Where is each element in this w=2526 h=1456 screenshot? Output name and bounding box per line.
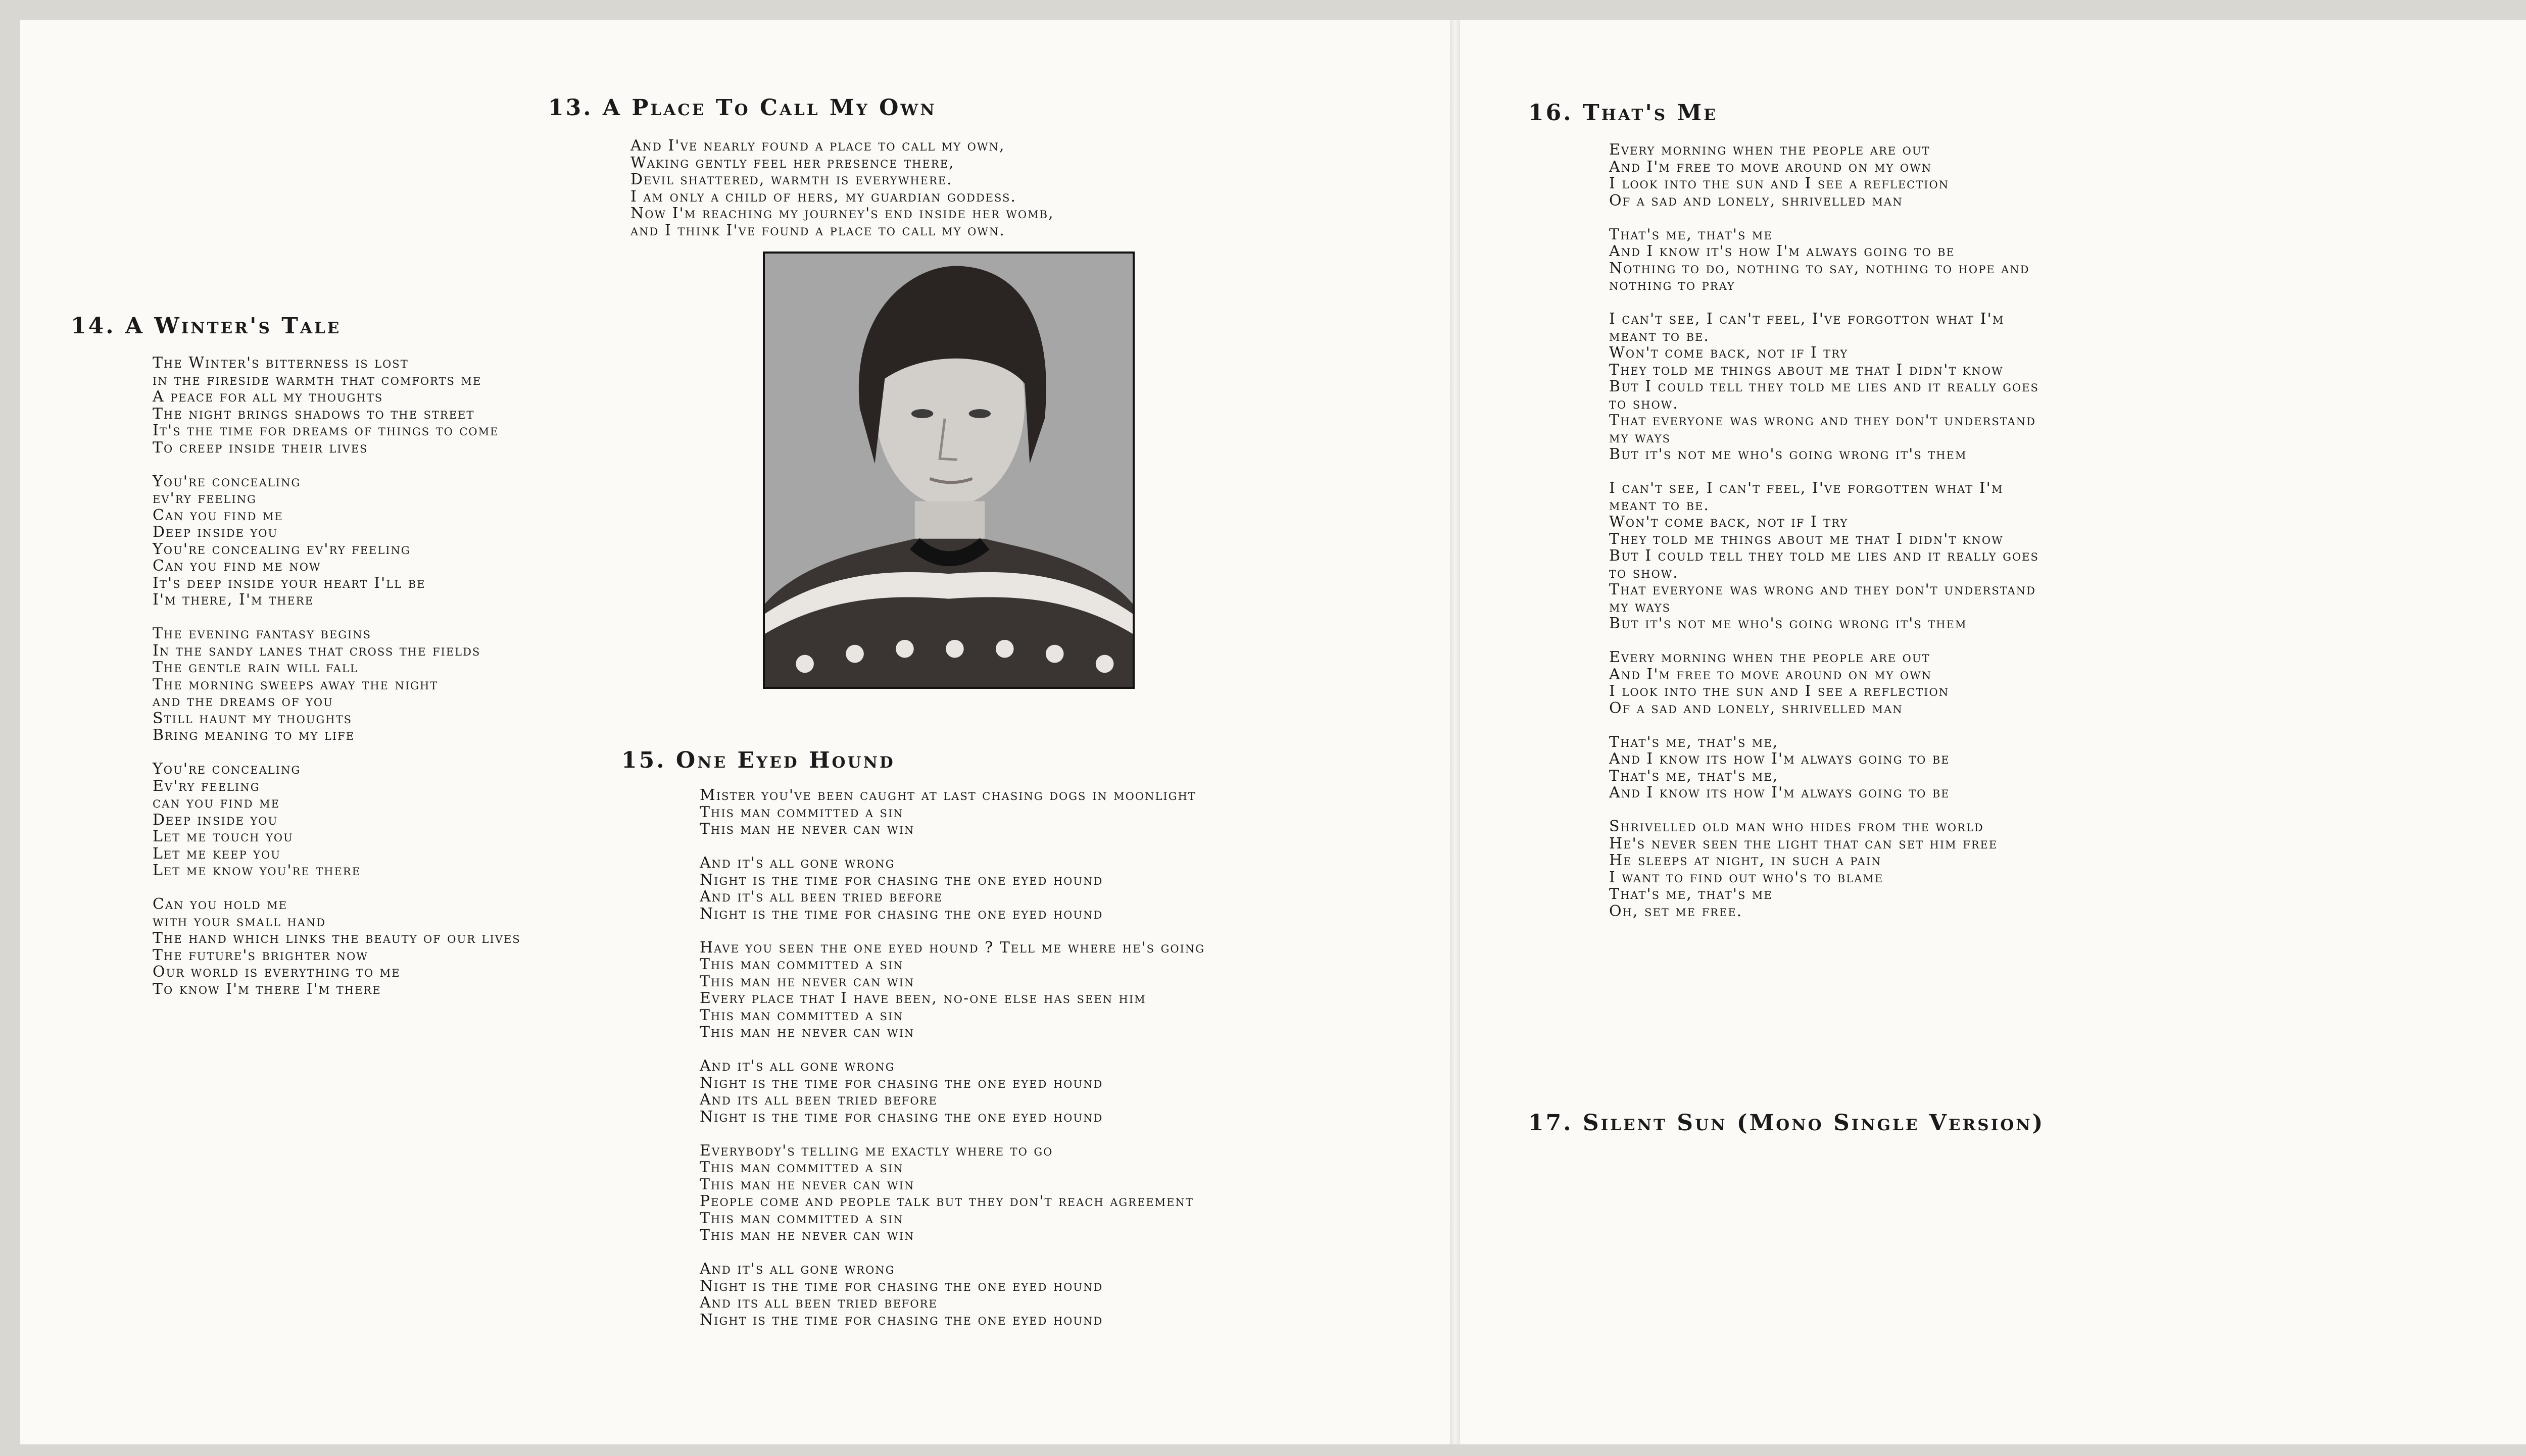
stanza xyxy=(1609,141,2039,209)
stanza xyxy=(153,625,521,744)
lyric-line: nothing to pray xyxy=(1609,276,1735,294)
stanza xyxy=(700,787,1205,838)
stanza xyxy=(700,1142,1205,1244)
portrait-photo-icon xyxy=(765,254,1133,687)
lyric-line: The night brings shadows to the street xyxy=(153,405,475,423)
lyric-line: Ev'ry feeling xyxy=(153,777,260,795)
lyric-line: I look into the sun and I see a reflection xyxy=(1609,175,1950,192)
lyric-line: And it's all gone wrong xyxy=(700,1260,895,1278)
stanza xyxy=(153,355,521,456)
lyric-line: But it's not me who's going wrong it's them xyxy=(1609,615,1967,632)
lyric-line: You're concealing xyxy=(153,472,301,490)
lyric-line: And I've nearly found a place to call my own, xyxy=(630,137,1005,155)
lyric-line: But I could tell they told me lies and it really goes xyxy=(1609,378,2039,395)
lyric-line: Deep inside you xyxy=(153,811,278,829)
lyric-line: Nothing to do, nothing to say, nothing to hope and xyxy=(1609,259,2030,277)
lyric-line: This man committed a sin xyxy=(700,1006,904,1024)
stanza xyxy=(1609,818,2039,920)
lyric-line: He sleeps at night, in such a pain xyxy=(1609,851,1882,869)
lyric-line: To know I'm there I'm there xyxy=(153,980,381,998)
lyric-line: Night is the time for chasing the one eyed hound xyxy=(700,1108,1103,1126)
lyric-line: Our world is everything to me xyxy=(153,963,401,981)
lyric-line: Let me touch you xyxy=(153,828,294,845)
lyric-line: ev'ry feeling xyxy=(153,489,257,507)
song-title: 16. That's Me xyxy=(1528,100,1718,126)
lyric-line: I am only a child of hers, my guardian goddess. xyxy=(630,187,1016,206)
lyric-line: Have you seen the one eyed hound ? Tell me where he's going xyxy=(700,938,1205,957)
lyric-line: And I know it's how I'm always going to be xyxy=(1609,242,1955,260)
stanza xyxy=(630,137,1054,239)
lyric-line: That's me, that's me, xyxy=(1609,733,1779,751)
lyric-line: I can't see, I can't feel, I've forgotton what I'm xyxy=(1609,310,2005,328)
lyric-line: This man he never can win xyxy=(700,1226,915,1244)
lyric-line: And it's all been tried before xyxy=(700,888,943,906)
lyric-line: Let me keep you xyxy=(153,844,281,863)
stanza xyxy=(153,473,521,609)
stanza xyxy=(1609,734,2039,801)
lyric-line: The evening fantasy begins xyxy=(153,625,372,642)
lyric-line: Night is the time for chasing the one eyed hound xyxy=(700,905,1103,923)
lyric-line: That everyone was wrong and they don't understand xyxy=(1609,581,2036,598)
lyric-line: And its all been tried before xyxy=(700,1294,938,1312)
lyric-line: A peace for all my thoughts xyxy=(153,388,383,406)
lyric-line: I can't see, I can't feel, I've forgotten what I'm xyxy=(1609,479,2004,497)
lyric-line: And I know its how I'm always going to be xyxy=(1609,784,1950,801)
stanza xyxy=(1609,649,2039,717)
stanza xyxy=(700,1261,1205,1328)
lyric-line: Let me know you're there xyxy=(153,862,361,879)
lyric-line: This man committed a sin xyxy=(700,803,904,821)
lyric-line: Every morning when the people are out xyxy=(1609,141,1930,159)
stanza xyxy=(700,1058,1205,1125)
lyric-line: But it's not me who's going wrong it's them xyxy=(1609,445,1967,463)
song-title: 13. A Place To Call My Own xyxy=(548,95,937,121)
lyric-line: In the sandy lanes that cross the fields xyxy=(153,641,481,660)
lyric-line: Of a sad and lonely, shrivelled man xyxy=(1609,191,1903,210)
lyric-line: can you find me xyxy=(153,794,280,812)
lyric-line: And it's all gone wrong xyxy=(700,1057,895,1075)
lyric-line: Waking gently feel her presence there, xyxy=(630,154,955,172)
lyric-line: Night is the time for chasing the one eyed hound xyxy=(700,871,1103,889)
lyric-line: And I'm free to move around on my own xyxy=(1609,158,1932,176)
lyric-line: Every place that I have been, no-one else has seen him xyxy=(700,989,1146,1007)
lyric-line: I look into the sun and I see a reflection xyxy=(1609,682,1950,700)
song-lyrics xyxy=(153,355,521,1015)
lyric-line: Still haunt my thoughts xyxy=(153,709,352,727)
stanza xyxy=(1609,226,2039,294)
stanza xyxy=(700,939,1205,1041)
lyric-line: And its all been tried before xyxy=(700,1091,938,1109)
lyric-line: Now I'm reaching my journey's end inside her womb, xyxy=(630,205,1054,222)
portrait-photo xyxy=(763,252,1135,689)
lyric-line: Shrivelled old man who hides from the world xyxy=(1609,818,1984,835)
lyric-line: That's me, that's me xyxy=(1609,885,1773,903)
stanza xyxy=(153,896,521,997)
lyric-line: That's me, that's me xyxy=(1609,225,1773,243)
lyric-line: I want to find out who's to blame xyxy=(1609,868,1884,886)
lyric-line: This man he never can win xyxy=(700,1023,915,1041)
lyric-line: Of a sad and lonely, shrivelled man xyxy=(1609,699,1903,717)
stanza xyxy=(1609,311,2039,463)
lyric-line: meant to be. xyxy=(1609,496,1710,514)
lyric-line: And I'm free to move around on my own xyxy=(1609,665,1932,683)
lyric-line: in the fireside warmth that comforts me xyxy=(153,371,482,389)
lyric-line: But I could tell they told me lies and it really goes xyxy=(1609,547,2039,565)
lyric-line: with your small hand xyxy=(153,912,326,930)
lyric-line: Everybody's telling me exactly where to go xyxy=(700,1141,1053,1160)
lyric-line: my ways xyxy=(1609,428,1671,446)
song-title: 17. Silent Sun (Mono Single Version) xyxy=(1528,1110,2045,1136)
lyric-line: They told me things about me that I didn't know xyxy=(1609,361,2004,379)
lyric-line: The future's brighter now xyxy=(153,946,368,964)
lyric-line: and I think I've found a place to call my own. xyxy=(630,221,1005,239)
lyric-line: This man committed a sin xyxy=(700,1209,904,1227)
lyric-line: People come and people talk but they don't reach agreement xyxy=(700,1192,1194,1210)
lyric-line: This man committed a sin xyxy=(700,1159,904,1176)
lyric-line: To creep inside their lives xyxy=(153,438,368,457)
book-spine xyxy=(1450,20,1460,1444)
lyric-line: Bring meaning to my life xyxy=(153,726,355,744)
lyric-line: Night is the time for chasing the one eyed hound xyxy=(700,1074,1103,1092)
lyric-line: This man he never can win xyxy=(700,1175,915,1193)
lyric-line: Night is the time for chasing the one eyed hound xyxy=(700,1311,1103,1329)
lyric-line: He's never seen the light that can set him free xyxy=(1609,834,1998,852)
lyric-line: And it's all gone wrong xyxy=(700,854,895,872)
lyric-line: Night is the time for chasing the one eyed hound xyxy=(700,1277,1103,1295)
lyric-line: Can you find me xyxy=(153,506,283,524)
song-lyrics xyxy=(700,787,1205,1345)
lyric-line: to show. xyxy=(1609,394,1679,413)
lyric-line: That everyone was wrong and they don't understand xyxy=(1609,412,2036,429)
lyric-line: Deep inside you xyxy=(153,523,278,541)
lyric-line: That's me, that's me, xyxy=(1609,767,1779,785)
lyric-line: The hand which links the beauty of our lives xyxy=(153,929,521,947)
lyric-line: I'm there, I'm there xyxy=(153,591,314,609)
lyric-line: This man he never can win xyxy=(700,972,915,990)
lyric-line: The Winter's bitterness is lost xyxy=(153,354,409,372)
lyric-line: This man he never can win xyxy=(700,820,915,838)
stanza xyxy=(153,761,521,879)
stanza xyxy=(1609,480,2039,632)
lyric-line: It's deep inside your heart I'll be xyxy=(153,574,426,592)
lyric-line: my ways xyxy=(1609,597,1671,616)
lyric-line: Won't come back, not if I try xyxy=(1609,513,1849,531)
lyric-line: This man committed a sin xyxy=(700,956,904,973)
lyric-line: They told me things about me that I didn't know xyxy=(1609,530,2004,548)
lyric-line: Oh, set me free. xyxy=(1609,902,1743,920)
song-title: 15. One Eyed Hound xyxy=(621,747,895,773)
song-title: 14. A Winter's Tale xyxy=(71,313,342,339)
lyric-line: meant to be. xyxy=(1609,327,1710,345)
lyric-line: You're concealing ev'ry feeling xyxy=(153,540,411,558)
song-lyrics xyxy=(1609,141,2039,937)
lyric-line: And I know its how I'm always going to be xyxy=(1609,750,1950,768)
lyric-line: Devil shattered, warmth is everywhere. xyxy=(630,171,953,188)
stanza xyxy=(700,855,1205,922)
lyric-line: The morning sweeps away the night xyxy=(153,675,439,693)
lyric-line: You're concealing xyxy=(153,760,301,778)
lyric-line: Mister you've been caught at last chasing dogs in moonlight xyxy=(700,786,1196,804)
song-lyrics xyxy=(630,137,1054,256)
lyric-line: The gentle rain will fall xyxy=(153,659,358,676)
lyric-line: Can you hold me xyxy=(153,895,288,913)
lyric-line: Every morning when the people are out xyxy=(1609,648,1930,666)
lyric-line: Won't come back, not if I try xyxy=(1609,344,1849,362)
lyric-line: Can you find me now xyxy=(153,557,321,575)
lyric-line: to show. xyxy=(1609,564,1679,582)
lyric-line: and the dreams of you xyxy=(153,692,333,710)
lyric-line: It's the time for dreams of things to come xyxy=(153,422,499,439)
